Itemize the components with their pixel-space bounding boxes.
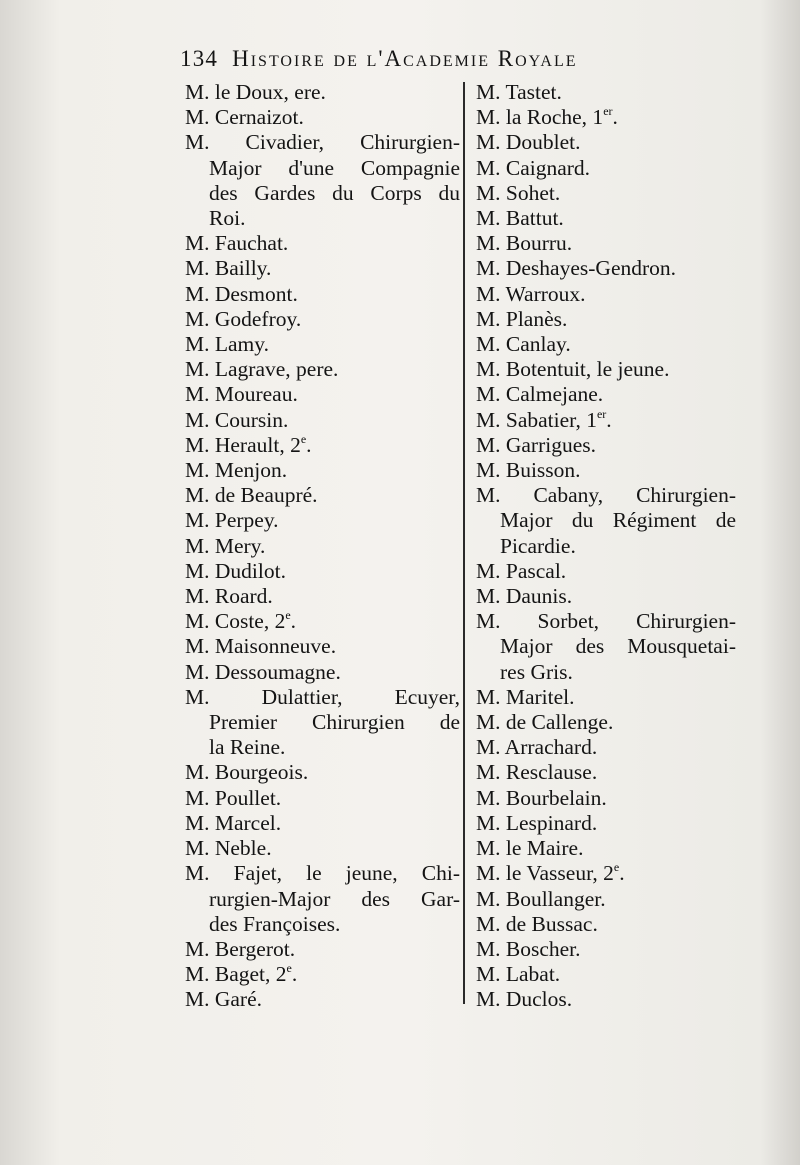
member-name-line: [185, 987, 262, 1011]
ordinal-superscript: e: [613, 860, 620, 875]
entry-text: M. Poullet.: [185, 785, 282, 810]
member-entry: [185, 634, 460, 659]
entry-text: Picardie.: [500, 533, 576, 558]
entry-text: M. Lespinard.: [476, 810, 598, 835]
entry-text: M. de Callenge.: [476, 710, 614, 735]
entry-text: M. Fauchat.: [185, 231, 289, 256]
member-name-line: [476, 307, 567, 331]
entry-text: M. Dudilot.: [185, 558, 286, 583]
entry-text: M. Tastet.: [476, 80, 562, 104]
member-entry: [185, 861, 460, 937]
member-name-line: [476, 181, 560, 205]
member-entry: [468, 735, 736, 760]
member-entry: [468, 156, 736, 181]
ordinal-superscript: er: [596, 406, 607, 421]
entry-text: M. Garé.: [185, 987, 263, 1012]
member-name-line: [185, 760, 308, 784]
member-name-line: [185, 256, 271, 280]
member-entry: [468, 357, 736, 382]
member-name-line: [476, 584, 572, 608]
entry-text: M. Mery.: [185, 533, 266, 558]
member-entry: [185, 231, 460, 256]
member-name-line: [476, 433, 596, 457]
entry-text: Major du Régiment de: [500, 508, 736, 533]
member-name-line: [185, 357, 338, 381]
member-entry: [185, 483, 460, 508]
left-column-list: [185, 80, 460, 1013]
member-name-line: [185, 861, 460, 886]
member-name-line: [185, 332, 269, 356]
entry-text: des Gardes du Corps du: [209, 180, 460, 205]
member-name-line: [476, 357, 669, 381]
entry-text: M. Resclause.: [476, 760, 598, 785]
member-entry: [185, 685, 460, 761]
member-entry: [185, 584, 460, 609]
member-entry: [468, 912, 736, 937]
entry-text: rurgien-Major des Gar-: [209, 886, 460, 911]
entry-text: M. Garrigues.: [476, 432, 597, 457]
member-name-line: [476, 912, 598, 936]
entry-text: des Françoises.: [209, 911, 341, 936]
entry-text: M. de Beaupré.: [185, 483, 318, 508]
entry-text: M. Bourbelain.: [476, 785, 607, 810]
entry-text: M. Boscher.: [476, 936, 581, 961]
member-name-line: [476, 786, 607, 810]
member-name-line: [476, 836, 583, 860]
member-name-line: [476, 332, 571, 356]
entry-text: M. Roard.: [185, 584, 273, 609]
member-entry: [468, 811, 736, 836]
member-name-line: [476, 710, 613, 734]
entry-text: M. Coursin.: [185, 407, 289, 432]
entry-text: M. Cabany, Chirurgien-: [476, 483, 736, 508]
member-name-line: [476, 559, 566, 583]
entry-text: res Gris.: [500, 659, 573, 684]
member-entry: [185, 433, 460, 458]
ordinal-superscript: e: [300, 431, 307, 446]
entry-text: M. Warroux.: [476, 281, 586, 306]
entry-tail: .: [306, 432, 312, 457]
member-continuation-line: [476, 660, 736, 685]
member-name-line: [476, 231, 572, 255]
entry-text: Major d'une Compagnie: [209, 155, 460, 180]
member-entry: [468, 105, 736, 130]
member-entry: [185, 937, 460, 962]
entry-text: M. Maisonneuve.: [185, 634, 337, 659]
member-name-line: [185, 534, 265, 558]
member-continuation-line: [185, 206, 460, 231]
member-name-line: [476, 206, 564, 230]
entry-text: la Reine.: [209, 735, 286, 760]
member-entry: [185, 282, 460, 307]
member-name-line: [476, 130, 581, 154]
member-name-line: [185, 508, 279, 532]
entry-text: Major des Mousquetai-: [500, 634, 736, 659]
member-entry: [185, 332, 460, 357]
entry-text: M. Desmont.: [185, 281, 298, 306]
member-name-line: [476, 105, 618, 129]
member-name-line: [476, 609, 736, 634]
entry-text: M. Bourgeois.: [185, 760, 309, 785]
member-entry: [468, 307, 736, 332]
member-entry: [185, 357, 460, 382]
member-entry: [185, 660, 460, 685]
entry-text: M. Planès.: [476, 306, 568, 331]
member-name-line: [185, 584, 273, 608]
member-entry: [468, 382, 736, 407]
member-name-line: [476, 987, 572, 1011]
member-entry: [185, 609, 460, 634]
ordinal-superscript: er: [603, 104, 613, 119]
entry-text: M. Bailly.: [185, 256, 272, 281]
member-name-line: [476, 80, 562, 104]
entry-text: M. Baget, 2: [185, 962, 287, 987]
member-name-line: [185, 962, 297, 986]
entry-text: M. Doublet.: [476, 130, 581, 155]
entry-tail: .: [612, 105, 618, 130]
entry-tail: .: [606, 407, 612, 432]
member-continuation-line: [185, 181, 460, 206]
entry-text: M. Botentuit, le jeune.: [476, 357, 670, 382]
entry-text: Roi.: [209, 206, 246, 231]
member-name-line: [185, 307, 301, 331]
member-name-line: [185, 282, 298, 306]
entry-text: M. Sorbet, Chirurgien-: [476, 609, 736, 634]
entry-text: M. Civadier, Chirurgien-: [185, 130, 460, 155]
member-name-line: [476, 861, 625, 885]
member-entry: [468, 559, 736, 584]
member-entry: [185, 760, 460, 785]
member-name-line: [185, 80, 326, 104]
member-name-line: [185, 130, 460, 155]
member-name-line: [476, 408, 612, 432]
member-entry: [468, 962, 736, 987]
entry-text: M. Pascal.: [476, 558, 567, 583]
entry-text: M. Lagrave, pere.: [185, 357, 339, 382]
member-entry: [468, 483, 736, 559]
member-entry: [468, 80, 736, 105]
member-entry: [468, 206, 736, 231]
member-name-line: [185, 685, 460, 710]
member-name-line: [185, 660, 341, 684]
entry-text: Premier Chirurgien de: [209, 710, 460, 735]
entry-text: M. le Vasseur, 2: [476, 861, 614, 886]
entry-tail: .: [619, 861, 625, 886]
entry-text: M. Deshayes-Gendron.: [476, 256, 677, 281]
member-entry: [185, 408, 460, 433]
member-name-line: [476, 483, 736, 508]
member-name-line: [476, 887, 606, 911]
member-entry: [468, 685, 736, 710]
entry-text: M. Marcel.: [185, 810, 282, 835]
member-continuation-line: [185, 710, 460, 735]
member-entry: [468, 786, 736, 811]
entry-text: M. Perpey.: [185, 508, 279, 533]
member-entry: [185, 508, 460, 533]
member-name-line: [476, 685, 575, 709]
entry-text: M. Dessoumagne.: [185, 659, 341, 684]
member-entry: [468, 937, 736, 962]
member-name-line: [476, 458, 581, 482]
entry-text: M. Labat.: [476, 962, 561, 987]
member-entry: [468, 256, 736, 281]
member-name-line: [476, 962, 560, 986]
entry-text: M. la Roche, 1: [476, 105, 604, 130]
ordinal-superscript: e: [286, 961, 292, 976]
entry-text: M. Bourru.: [476, 231, 573, 256]
entry-text: M. Sabatier, 1: [476, 407, 597, 432]
member-entry: [468, 332, 736, 357]
member-name-line: [476, 282, 586, 306]
entry-text: M. Bergerot.: [185, 936, 296, 961]
member-entry: [185, 786, 460, 811]
member-entry: [468, 584, 736, 609]
member-entry: [468, 836, 736, 861]
member-continuation-line: [476, 508, 736, 533]
entry-text: M. Neble.: [185, 836, 272, 861]
entry-text: M. Coste, 2: [185, 609, 286, 634]
member-name-line: [476, 811, 597, 835]
member-name-line: [476, 382, 603, 406]
member-entry: [468, 408, 736, 433]
member-entry: [468, 760, 736, 785]
entry-text: M. Maritel.: [476, 684, 575, 709]
entry-text: M. le Maire.: [476, 836, 584, 861]
member-entry: [468, 710, 736, 735]
member-name-line: [476, 156, 590, 180]
member-name-line: [476, 760, 597, 784]
member-entry: [185, 987, 460, 1012]
member-name-line: [185, 458, 287, 482]
entry-text: M. Lamy.: [185, 332, 269, 357]
member-continuation-line: [476, 634, 736, 659]
entry-text: M. le Doux, ere.: [185, 80, 326, 104]
member-name-line: [185, 609, 296, 633]
member-name-line: [476, 256, 676, 280]
ordinal-superscript: e: [285, 608, 291, 623]
entry-text: M. Buisson.: [476, 458, 581, 483]
entry-text: M. Fajet, le jeune, Chi-: [185, 861, 460, 886]
member-continuation-line: [185, 887, 460, 912]
member-continuation-line: [185, 156, 460, 181]
member-entry: [185, 458, 460, 483]
member-entry: [468, 181, 736, 206]
member-entry: [185, 382, 460, 407]
member-name-line: [185, 811, 281, 835]
member-continuation-line: [185, 735, 460, 760]
entry-text: M. Duclos.: [476, 987, 573, 1012]
right-column-list: [468, 80, 736, 1013]
entry-text: M. Battut.: [476, 206, 564, 231]
page-number: 134: [180, 46, 219, 71]
member-name-line: [476, 937, 581, 961]
member-entry: [468, 130, 736, 155]
member-entry: [468, 887, 736, 912]
running-title: Histoire de l'Academie Royale: [232, 46, 578, 71]
member-name-line: [185, 483, 318, 507]
entry-text: M. Boullanger.: [476, 886, 606, 911]
entry-text: M. Dulattier, Ecuyer,: [185, 684, 460, 709]
member-entry: [468, 231, 736, 256]
member-entry: [185, 256, 460, 281]
member-entry: [185, 80, 460, 105]
member-name-line: [185, 836, 272, 860]
entry-text: M. Cernaizot.: [185, 105, 304, 130]
member-name-line: [185, 786, 281, 810]
entry-tail: .: [290, 609, 297, 634]
member-continuation-line: [476, 534, 736, 559]
member-name-line: [185, 433, 312, 457]
member-entry: [468, 609, 736, 685]
member-entry: [185, 534, 460, 559]
member-entry: [468, 987, 736, 1012]
member-name-line: [185, 937, 295, 961]
member-entry: [185, 962, 460, 987]
member-entry: [185, 836, 460, 861]
member-name-line: [185, 634, 336, 658]
column-divider: [463, 82, 465, 1004]
member-name-line: [185, 231, 288, 255]
member-entry: [185, 307, 460, 332]
member-entry: [468, 433, 736, 458]
entry-text: M. Menjon.: [185, 458, 288, 483]
entry-tail: .: [291, 962, 298, 987]
member-entry: [185, 811, 460, 836]
member-entry: [468, 861, 736, 886]
member-name-line: [185, 559, 286, 583]
entry-text: M. Canlay.: [476, 332, 571, 357]
running-header: [180, 46, 700, 78]
member-continuation-line: [185, 912, 460, 937]
entry-text: M. de Bussac.: [476, 911, 598, 936]
entry-text: M. Herault, 2: [185, 432, 301, 457]
member-name-line: [185, 408, 288, 432]
member-entry: [468, 458, 736, 483]
entry-text: M. Arrachard.: [476, 735, 598, 760]
member-entry: [185, 105, 460, 130]
member-entry: [185, 559, 460, 584]
member-name-line: [185, 382, 298, 406]
entry-text: M. Calmejane.: [476, 382, 604, 407]
entry-text: M. Sohet.: [476, 180, 561, 205]
member-name-line: [185, 105, 304, 129]
member-name-line: [476, 735, 597, 759]
entry-text: M. Daunis.: [476, 584, 573, 609]
entry-text: M. Moureau.: [185, 382, 298, 407]
entry-text: M. Godefroy.: [185, 306, 302, 331]
member-entry: [185, 130, 460, 231]
member-entry: [468, 282, 736, 307]
entry-text: M. Caignard.: [476, 155, 591, 180]
